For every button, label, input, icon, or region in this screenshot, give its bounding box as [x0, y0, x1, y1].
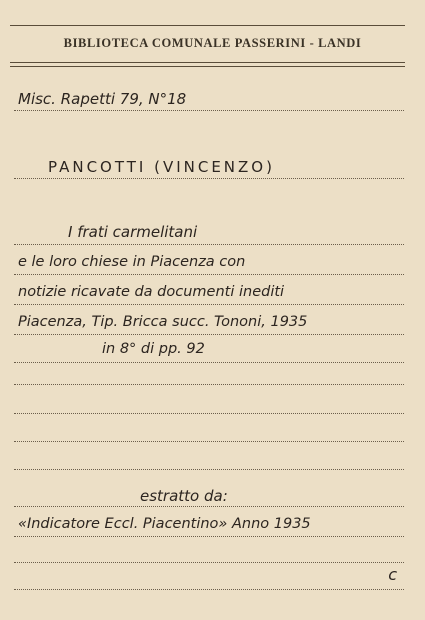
title-line-1: I frati carmelitani	[68, 223, 198, 241]
ruled-line	[14, 384, 404, 385]
ruled-line	[14, 469, 404, 470]
shelfmark: Misc. Rapetti 79, N°18	[18, 90, 187, 108]
header-bottom-rule	[10, 62, 405, 63]
source-line: «Indicatore Eccl. Piacentino» Anno 1935	[18, 516, 311, 532]
imprint-line: Piacenza, Tip. Bricca succ. Tononi, 1935	[18, 314, 308, 330]
ruled-line	[14, 178, 404, 179]
title-line-2: e le loro chiese in Piacenza con	[18, 254, 246, 270]
ruled-line	[14, 506, 404, 507]
handwritten-mark: c	[388, 565, 397, 584]
ruled-line	[14, 589, 404, 590]
library-header: BIBLIOTECA COMUNALE PASSERINI - LANDI	[63, 36, 362, 50]
ruled-line	[14, 110, 404, 111]
ruled-line	[14, 536, 404, 537]
format-line: in 8° di pp. 92	[102, 341, 205, 357]
ruled-line	[14, 334, 404, 335]
header-bottom-rule-2	[10, 66, 405, 67]
ruled-line	[14, 562, 404, 563]
extract-label: estratto da:	[140, 487, 228, 505]
title-line-3: notizie ricavate da documenti inediti	[18, 284, 285, 300]
header-top-rule	[10, 25, 405, 26]
ruled-line	[14, 362, 404, 363]
ruled-line	[14, 441, 404, 442]
ruled-line	[14, 304, 404, 305]
ruled-line	[14, 413, 404, 414]
author-name: PANCOTTI (VINCENZO)	[48, 158, 275, 176]
ruled-line	[14, 274, 404, 275]
ruled-line	[14, 244, 404, 245]
